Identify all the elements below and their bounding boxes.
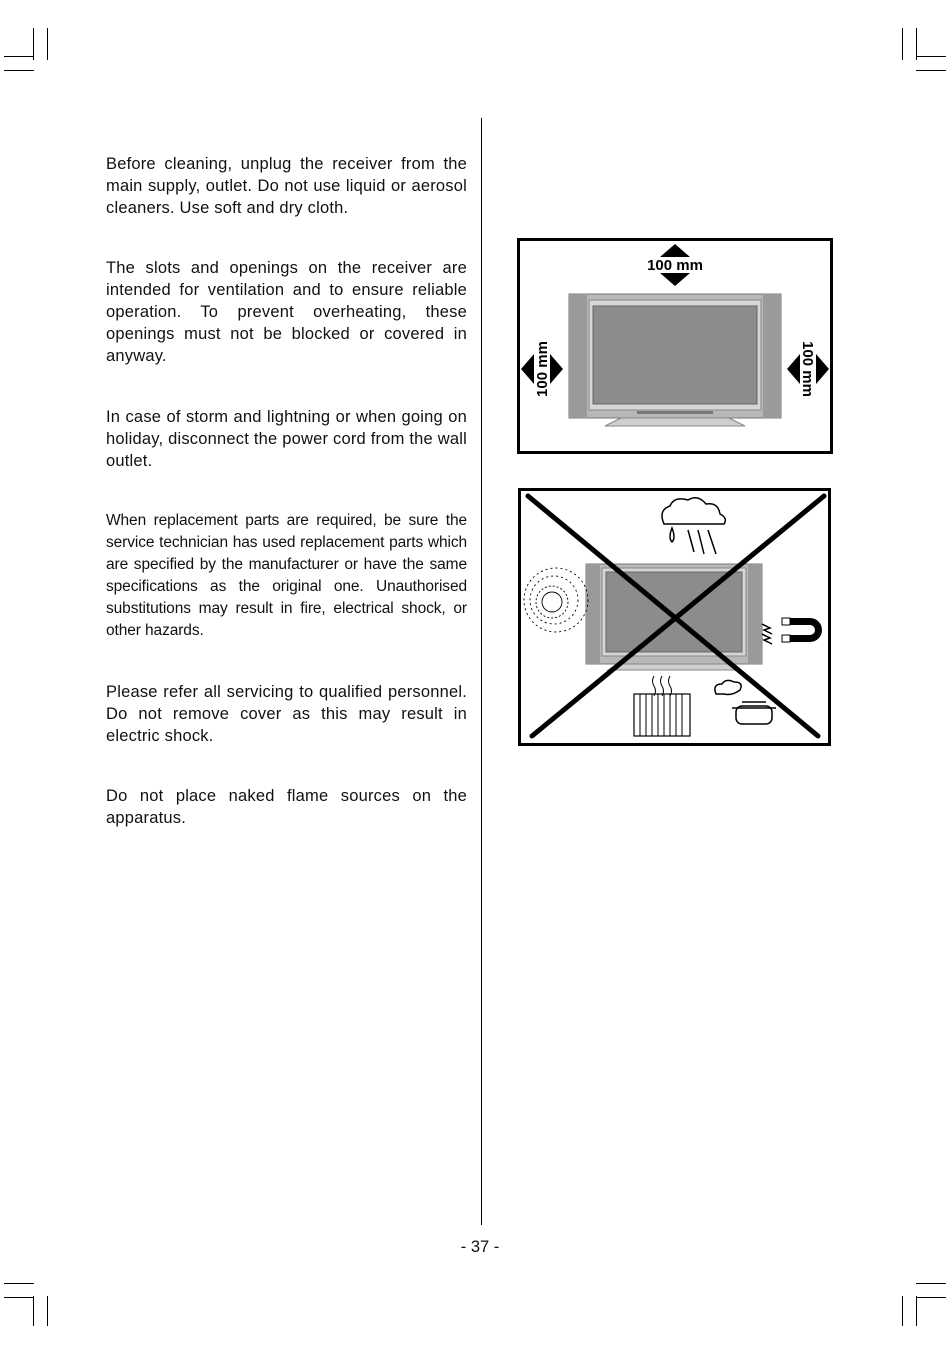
crop-mark [4,56,34,57]
clearance-figure [517,238,833,454]
paragraph-naked-flame: Do not place naked flame sources on the apparatus. [106,787,467,827]
crop-mark [4,1297,34,1298]
crop-mark [916,70,946,71]
crop-mark [902,1296,903,1326]
paragraph-storm: In case of storm and lightning or when going on holiday, disconnect the power cord from the wall outlet. [106,408,467,470]
crop-mark [916,1297,946,1298]
right-clearance-label: 100 mm [799,341,816,397]
left-clearance-label: 100 mm [534,341,551,397]
crop-mark [47,1296,48,1326]
column-divider [481,118,482,1225]
tv-illustration [569,294,781,426]
paragraph-replacement-parts: When replacement parts are required, be sure the service technician has used replacement parts which are specified by the manufacturer or have the same specifications as the original one. Unauthorised substitutions may result in fire, electrical shock, or other hazards. [106,512,467,639]
paragraph-ventilation: The slots and openings on the receiver are intended for ventilation and to ensure reliable operation. To prevent overheating, these openings must not be blocked or covered in anyway. [106,259,467,365]
top-clearance-label: 100 mm [647,257,703,274]
paragraph-cleaning: Before cleaning, unplug the receiver from the main supply, outlet. Do not use liquid or aerosol cleaners. Use soft and dry cloth. [106,155,467,217]
crop-mark [4,70,34,71]
crop-mark [33,1296,34,1326]
crop-mark [902,28,903,60]
hazards-figure [518,488,831,746]
crop-mark [47,28,48,60]
paragraph-servicing: Please refer all servicing to qualified personnel. Do not remove cover as this may result in electric shock. [106,683,467,745]
crop-mark [916,56,946,57]
page-number: - 37 - [460,1238,500,1256]
crop-mark [916,1296,917,1326]
crop-mark [916,1283,946,1284]
crop-mark [4,1283,34,1284]
